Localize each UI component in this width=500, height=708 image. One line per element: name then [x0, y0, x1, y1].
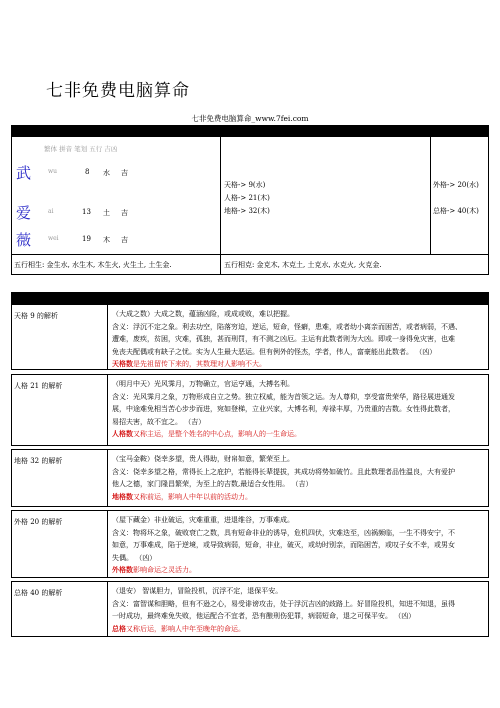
wuxing-row: [11, 255, 489, 275]
char-1-strokes: 8: [85, 168, 90, 176]
analysis-line: 含义：物将坏之象，破败衰亡之数，具有短命非业的诱导，危机四伏，灾难迭至，凶祸频临，一生不得安宁，不: [112, 528, 455, 537]
char-3: 薇: [16, 231, 32, 249]
analysis-wai: [11, 510, 489, 578]
wuxing-sheng: 五行相生: 金生水, 水生木, 木生火, 火生土, 土生金.: [14, 261, 172, 269]
char-3-element: 木: [103, 236, 110, 244]
char-2-luck: 吉: [121, 209, 128, 217]
analysis-zong: [11, 581, 489, 637]
char-1-luck: 吉: [121, 169, 128, 177]
di-ge: 地格-> 32(木): [224, 207, 270, 215]
page-title: 七非免费电脑算命: [46, 81, 190, 101]
analysis-black-bar: [11, 292, 489, 304]
analysis-note: 天格数是先祖留传下来的，其数理对人影响不大。: [112, 359, 266, 369]
analysis-line: 含义：侥幸多望之格，常得长上之庇护，若能得长辈提拔，其成功将势如破竹。且此数理者品性温良，大有爱护: [112, 467, 455, 476]
analysis-line: 他人之德，家门隆昌繁荣，为至上的吉数,最适合女性用。 （吉）: [112, 480, 313, 489]
wuxing-ke: 五行相克: 金克木, 木克土, 土克水, 水克火, 火克金.: [224, 261, 382, 269]
analysis-line: （退安） 智谋胆力，冒险投机，沉浮不定，退保平安。: [112, 587, 283, 595]
analysis-line: 含义：浮沉不定之象。利去功空，陷落穷迫，逆运，短命，怪癖，患难，或者幼小离亲而困苦，或者病弱，不遇、: [112, 322, 462, 331]
analysis-line: 含义：富智谋和胆略，但有不逊之心，易受诽谤攻击，处于浮沉吉凶的歧路上。好冒险投机，知进不知退，虽得: [112, 599, 455, 608]
analysis-label: 总格 40 的解析: [14, 589, 63, 597]
analysis-line: 免丧夫配偶或有缺子之忧。实为人生最大恶运。但有例外的怪杰，学者，伟人，富豪能出此数者。 （凶）: [112, 347, 437, 356]
wai-ge: 外格-> 20(水): [433, 181, 479, 189]
char-3-luck: 吉: [121, 236, 128, 244]
analysis-di: [11, 449, 489, 507]
char-header-row: 繁体 拼音 笔划 五行 吉凶: [44, 145, 118, 153]
analysis-line: 如意，万事难成，陷于逆境，或导致病弱，短命，非业，破灭，或幼时别亲，而陷困苦，或叹子女不幸，或男女: [112, 541, 455, 550]
analysis-line: （宝马金鞍）侥幸多望，贵人得助，财帛如意，繁荣至上。: [112, 455, 294, 463]
site-subtitle: 七非免费电脑算命_www.7fei.com: [191, 114, 309, 123]
analysis-ren: [11, 374, 489, 446]
char-3-pinyin: wei: [48, 235, 59, 242]
char-column: [12, 137, 221, 254]
analysis-note: 总格又称后运，影响人中年至晚年的命运。: [112, 623, 245, 633]
char-1-pinyin: wu: [48, 168, 57, 175]
analysis-tian: [11, 304, 489, 370]
analysis-line: 展，中途难免相当苦心步步而进，宛如登梯，立业兴家，大博名利，寿禄丰厚，乃贵重的吉数。女性得此数者，: [112, 405, 455, 414]
tian-ge: 天格-> 9(水): [224, 181, 266, 189]
analysis-line: 失偶。 （凶）: [112, 553, 157, 562]
analysis-note: 外格数影响命运之灵活力。: [112, 565, 196, 575]
char-2-element: 土: [103, 209, 110, 217]
analysis-note: 地格数又称前运，影响人中年以前的活动力。: [112, 491, 252, 501]
char-2: 爱: [16, 204, 32, 222]
analysis-label: 外格 20 的解析: [14, 518, 63, 526]
analysis-line: 易招夫害，故不宜之。 （吉）: [112, 417, 206, 426]
analysis-label: 人格 21 的解析: [14, 382, 63, 390]
analysis-label: 地格 32 的解析: [14, 457, 63, 465]
header-black-bar: [11, 125, 489, 136]
analysis-line: （屋下藏金）非业破运，灾难重重，进退维谷，万事难成。: [112, 516, 294, 524]
analysis-note: 人格数又称主运，是整个姓名的中心点，影响人的一生命运。: [112, 429, 301, 439]
name-info-table: [11, 136, 489, 255]
analysis-line: 含义：光风霁月之象，万物形成自立之势。独立权威，能为首领之运。为人尊仰，享受富贵荣华，路径展进通发: [112, 392, 455, 401]
char-2-pinyin: ai: [48, 208, 54, 215]
ren-ge: 人格-> 21(木): [224, 194, 270, 202]
analysis-line: （大成之数）大成之数，蕴涵凶险，或成或败，难以把握。: [112, 310, 294, 318]
char-3-strokes: 19: [82, 235, 91, 243]
analysis-line: （明月中天）光风霁月，万物确立，官运亨通，大搏名利。: [112, 380, 294, 388]
analysis-line: 遭难，废疾，贫困，灾难，孤独，甚而刑罚，有不测之凶厄。主运有此数者则为大凶。即或一身得免灾害，也难: [112, 335, 455, 344]
zong-ge: 总格-> 40(木): [433, 207, 479, 215]
analysis-line: 一时成功，最终难免失败，他运配合不宜者，恐有酿刑伤犯罪，病弱短命，退之可保平安。 （凶）: [112, 612, 416, 621]
analysis-label: 天格 9 的解析: [14, 312, 58, 320]
char-1-element: 水: [103, 169, 110, 177]
char-2-strokes: 13: [82, 208, 91, 216]
char-1: 武: [16, 164, 32, 182]
